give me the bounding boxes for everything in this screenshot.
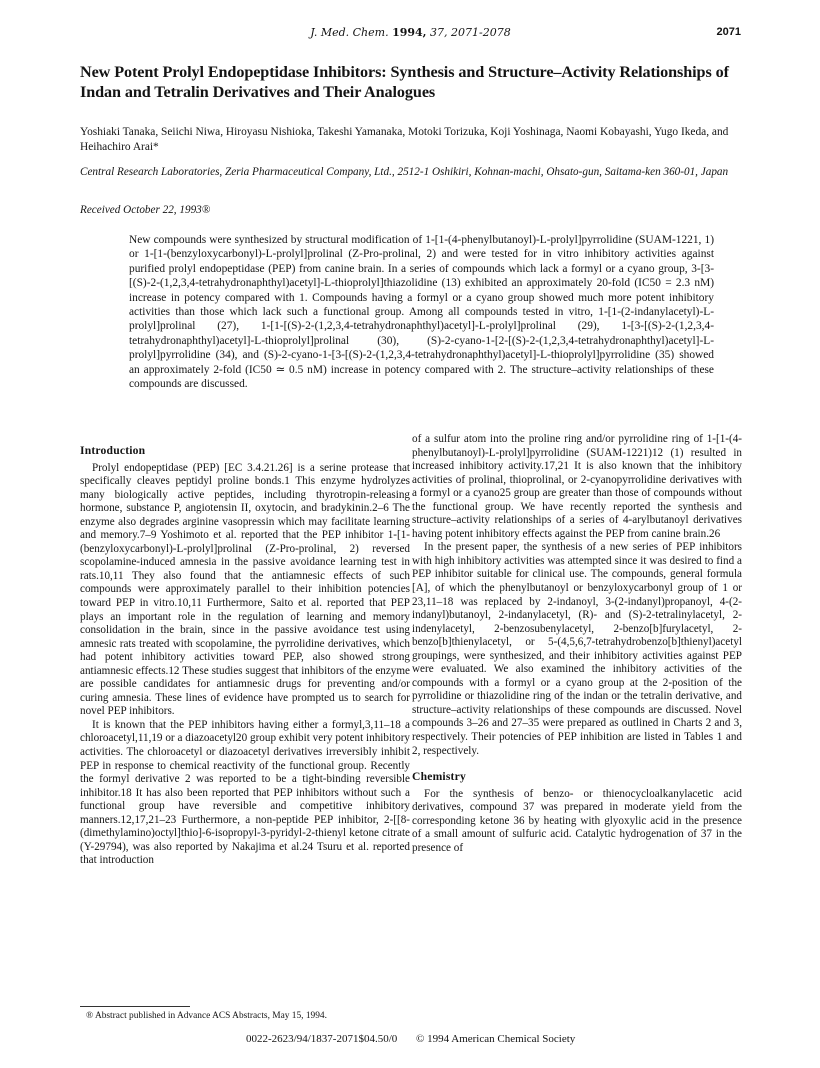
footnote-divider xyxy=(80,1006,190,1007)
journal-name: J. Med. Chem. xyxy=(310,26,389,39)
journal-year: 1994, xyxy=(392,26,427,39)
right-column xyxy=(412,433,742,855)
article-code: 0022-2623/94/1837-2071$04.50/0 xyxy=(246,1033,398,1045)
journal-citation xyxy=(80,26,741,39)
received-date: Received October 22, 1993® xyxy=(80,204,211,216)
copyright-notice: © 1994 American Chemical Society xyxy=(416,1033,576,1045)
page-number: 2071 xyxy=(716,26,741,38)
article-title: New Potent Prolyl Endopeptidase Inhibitors: Synthesis and Structure–Activity Relationships of Indan and Tetralin Derivatives and Their Analogues xyxy=(80,63,729,101)
section-heading-chemistry: Chemistry xyxy=(412,770,466,784)
section-heading-introduction: Introduction xyxy=(80,444,146,457)
paragraph: of a sulfur atom into the proline ring and/or pyrrolidine ring of 1-[1-(4-phenylbutanoyl)-L-prolyl]pyrrolidine (SUAM-1221)12 (1) resulted in increased inhibitory activity.17,21 It is also known that the inhibitory activities of prolinal, thioprolinal, or 2-cyanopyrrolidine derivatives with a formyl or a cyano25 group are greater than those of compounds without the functional group. We have recently reported the synthesis and structure–activity relationships of a series of 4-arylbutanoyl derivatives having potent inhibitory effects against the PEP from canine brain.26 xyxy=(412,433,742,540)
journal-volume: 37, xyxy=(430,26,448,39)
page-footer xyxy=(246,1033,591,1045)
paragraph: For the synthesis of benzo- or thienocycloalkanylacetic acid derivatives, compound 37 was prepared in moderate yield from the corresponding ketone 36 by heating with glyoxylic acid in the presence of a small amount of sulfuric acid. Catalytic hydrogenation of 37 in the presence of xyxy=(412,787,742,854)
paragraph: In the present paper, the synthesis of a new series of PEP inhibitors with high inhibitory activities was attempted since it was desired to find a PEP inhibitor suitable for clinical use. The compounds, general formula [A], of which the phenylbutanoyl or benzyloxycarbonyl group of 1 or 23,11–18 was replaced by 2-indanoyl, 3-(2-indanyl)propanoyl, 4-(2-indanyl)butanoyl, 2-indanylacetyl, (R)- and (S)-2-tetralinylacetyl, 2-indenylacetyl, 2-benzosubenylacetyl, 2-benzo[b]furylacetyl, 2-benzo[b]thienylacetyl, or 5-(4,5,6,7-tetrahydrobenzo[b]thienyl)acetyl groupings, were synthesized, and their inhibitory activities against PEP were evaluated. We also examined the inhibitory activities of the compounds with a formyl or a cyano group at the 2-position of the pyrrolidine or thiazolidine ring of the indan or the tetralin derivative, and structure–activity relationships of these compounds are discussed. Novel compounds 3–26 and 27–35 were prepared as outlined in Charts 2 and 3, respectively. Their potencies of PEP inhibition are listed in Tables 1 and 2, respectively. xyxy=(412,541,742,757)
affiliation: Central Research Laboratories, Zeria Pharmaceutical Company, Ltd., 2512-1 Oshikiri, Kohnan-machi, Ohsato-gun, Saitama-ken 360-01, Japan xyxy=(80,166,729,178)
paragraph: Prolyl endopeptidase (PEP) [EC 3.4.21.26] is a serine protease that specifically cleaves peptidyl proline bonds.1 This enzyme hydrolyzes many biologically active peptides, including thyrotropin-releasing hormone, substance P, angiotensin II, oxytocin, and bradykinin.2–6 The enzyme also degrades arginine vasopressin which may facilitate learning and memory.7–9 Yoshimoto et al. reported that the PEP inhibitor 1-[1-(benzyloxycarbonyl)-L-prolyl]prolinal (Z-Pro-prolinal, 2) reversed scopolamine-induced amnesia in the passive avoidance learning test in rats.10,11 They also found that the antiamnesic effects of such compounds were approximately parallel to their inhibition potencies toward PEP in vitro.10,11 Furthermore, Saito et al. reported that PEP plays an important role in the regulation of learning and memory consolidation in the brain, since in the passive avoidance test using amnesic rats treated with scopolamine, the pyrrolidine derivatives, which had potent inhibitory activities toward PEP, also showed strong antiamnesic effects.12 These studies suggest that inhibitors of the enzyme are possible candidates for antiamnesic drugs for preventing and/or curing amnesia. These lines of evidence have prompted us to search for novel PEP inhibitors. xyxy=(80,461,410,718)
abstract: New compounds were synthesized by structural modification of 1-[1-(4-phenylbutanoyl)-L-prolyl]pyrrolidine (SUAM-1221, 1) or 1-[1-(benzyloxycarbonyl)-L-prolyl]prolinal (Z-Pro-prolinal, 2) and were tested for in vitro inhibitory activities against purified prolyl endopeptidase (PEP) from canine brain. In a series of compounds which lack a formyl or a cyano group, 3-[3-[(S)-2-(1,2,3,4-tetrahydronaphthyl)acetyl]-L-thioprolyl]thiazolidine (13) exhibited an approximately 20-fold (IC50 = 2.3 nM) increase in potency compared with 1. Compounds having a formyl or a cyano group showed much more potent inhibitory activities than those which lack such a functional group. Among all compounds tested in vitro, 1-[1-(2-indanylacetyl)-L-prolyl]prolinal (27), 1-[1-[(S)-2-(1,2,3,4-tetrahydronaphthyl)acetyl]-L-prolyl]prolinal (29), 1-[3-[(S)-2-(1,2,3,4-tetrahydronaphthyl)acetyl]-L-thioprolyl]prolinal (30), (S)-2-cyano-1-[2-[(S)-2-(1,2,3,4-tetrahydronaphthyl)acetyl]-L-prolyl]pyrrolidine (34), and (S)-2-cyano-1-[3-[(S)-2-(1,2,3,4-tetrahydronaphthyl)acetyl]-L-thioprolyl]pyrrolidine (35) showed an approximately 2-fold (IC50 ≃ 0.5 nM) increase in potency compared with 2. The structure–activity relationships of these compounds are discussed. xyxy=(129,234,714,391)
paragraph: It is known that the PEP inhibitors having either a formyl,3,11–18 a chloroacetyl,11,19 or a diazoacetyl20 group exhibit very potent inhibitory activities. The chloroacetyl or diazoacetyl derivatives irreversibly inhibit PEP in response to chemical reactivity of the functional group. Recently the formyl derivative 2 was reported to be a tight-binding reversible inhibitor.18 It has also been reported that PEP inhibitors without such a functional group have reversible and competitive inhibitory manners.12,17,21–23 Furthermore, a non-peptide PEP inhibitor, 2-[[8-(dimethylamino)octyl]thio]-6-isopropyl-3-pyridyl-2-thienyl ketone citrate (Y-29794), was also reported by Nakajima et al.24 Tsuru et al. reported that introduction xyxy=(80,718,410,867)
author-list: Yoshiaki Tanaka, Seiichi Niwa, Hiroyasu Nishioka, Takeshi Yamanaka, Motoki Torizuka, Koji Yoshinaga, Naomi Kobayashi, Yugo Ikeda, and Heihachiro Arai* xyxy=(80,126,729,153)
running-head xyxy=(80,26,741,40)
left-column xyxy=(80,444,410,868)
journal-pages: 2071-2078 xyxy=(451,26,511,39)
footnote: ® Abstract published in Advance ACS Abstracts, May 15, 1994. xyxy=(86,1011,327,1021)
